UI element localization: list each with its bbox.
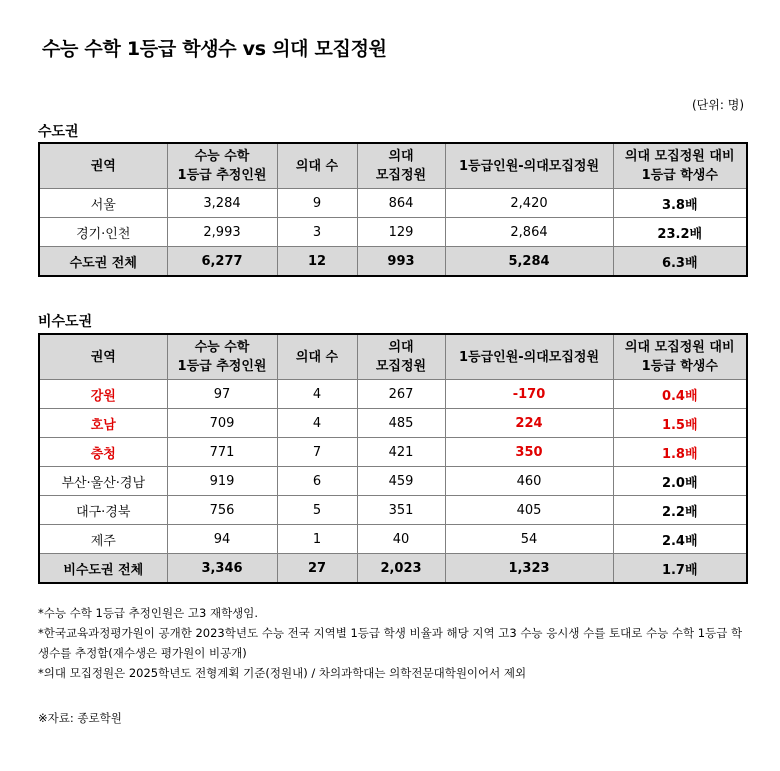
cell-region: 경기·인천	[39, 218, 167, 247]
footnote: *수능 수학 1등급 추정인원은 고3 재학생임.	[38, 606, 259, 620]
cell-schools: 3	[277, 218, 357, 247]
cell-quota: 40	[357, 525, 445, 554]
cell-schools: 4	[277, 380, 357, 409]
cell-estimated: 3,284	[167, 189, 277, 218]
cell-region: 제주	[39, 525, 167, 554]
table-header-row	[39, 334, 747, 380]
cell-schools: 7	[277, 438, 357, 467]
metro-section-label: 수도권	[38, 124, 79, 140]
table-row	[39, 496, 747, 525]
cell-estimated: 919	[167, 467, 277, 496]
cell-diff: 2,420	[445, 189, 613, 218]
cell-schools: 5	[277, 496, 357, 525]
cell-schools: 1	[277, 525, 357, 554]
cell-quota: 459	[357, 467, 445, 496]
header-region: 권역	[39, 334, 167, 380]
cell-ratio: 23.2배	[613, 218, 747, 247]
total-cell-schools: 27	[277, 554, 357, 584]
table-header-row	[39, 143, 747, 189]
total-cell-ratio: 1.7배	[613, 554, 747, 584]
header-schools: 의대 수	[277, 334, 357, 380]
cell-ratio: 2.0배	[613, 467, 747, 496]
cell-ratio: 1.8배	[613, 438, 747, 467]
cell-region: 강원	[39, 380, 167, 409]
cell-schools: 6	[277, 467, 357, 496]
header-quota: 의대 모집정원	[357, 334, 445, 380]
cell-ratio: 2.2배	[613, 496, 747, 525]
header-estimated: 수능 수학 1등급 추정인원	[167, 143, 277, 189]
cell-estimated: 771	[167, 438, 277, 467]
table-row	[39, 467, 747, 496]
cell-quota: 485	[357, 409, 445, 438]
header-diff: 1등급인원-의대모집정원	[445, 334, 613, 380]
cell-quota: 351	[357, 496, 445, 525]
footnotes	[38, 603, 748, 683]
total-cell-diff: 1,323	[445, 554, 613, 584]
cell-diff: 460	[445, 467, 613, 496]
footnote: *한국교육과정평가원이 공개한 2023학년도 수능 전국 지역별 1등급 학생 비율과 해당 지역 고3 수능 응시생 수를 토대로 수능 수학 1등급 학생수를 추정함(재수생은 평가원이 비공개)	[38, 626, 743, 660]
cell-estimated: 2,993	[167, 218, 277, 247]
cell-region: 호남	[39, 409, 167, 438]
cell-quota: 129	[357, 218, 445, 247]
total-cell-estimated: 6,277	[167, 247, 277, 277]
total-cell-schools: 12	[277, 247, 357, 277]
header-ratio: 의대 모집정원 대비 1등급 학생수	[613, 143, 747, 189]
footnote: *의대 모집정원은 2025학년도 전형계획 기준(정원내) / 차의과학대는 의학전문대학원이어서 제외	[38, 666, 527, 680]
total-row	[39, 554, 747, 584]
header-quota: 의대 모집정원	[357, 143, 445, 189]
cell-ratio: 3.8배	[613, 189, 747, 218]
cell-estimated: 756	[167, 496, 277, 525]
cell-estimated: 97	[167, 380, 277, 409]
cell-schools: 4	[277, 409, 357, 438]
cell-estimated: 94	[167, 525, 277, 554]
cell-quota: 267	[357, 380, 445, 409]
header-region: 권역	[39, 143, 167, 189]
table-row	[39, 525, 747, 554]
total-cell-diff: 5,284	[445, 247, 613, 277]
cell-diff: 224	[445, 409, 613, 438]
cell-region: 서울	[39, 189, 167, 218]
cell-diff: 350	[445, 438, 613, 467]
total-cell-ratio: 6.3배	[613, 247, 747, 277]
unit-label: (단위: 명)	[692, 98, 744, 112]
cell-diff: 405	[445, 496, 613, 525]
cell-schools: 9	[277, 189, 357, 218]
total-cell-region: 비수도권 전체	[39, 554, 167, 584]
total-cell-quota: 993	[357, 247, 445, 277]
total-row	[39, 247, 747, 277]
cell-estimated: 709	[167, 409, 277, 438]
cell-diff: 2,864	[445, 218, 613, 247]
table-row	[39, 380, 747, 409]
cell-diff: -170	[445, 380, 613, 409]
cell-diff: 54	[445, 525, 613, 554]
cell-region: 충청	[39, 438, 167, 467]
cell-quota: 864	[357, 189, 445, 218]
nonmetro-section-label: 비수도권	[38, 314, 93, 330]
header-estimated: 수능 수학 1등급 추정인원	[167, 334, 277, 380]
table-row	[39, 409, 747, 438]
cell-ratio: 2.4배	[613, 525, 747, 554]
metro-table	[38, 142, 748, 277]
cell-quota: 421	[357, 438, 445, 467]
cell-ratio: 0.4배	[613, 380, 747, 409]
header-schools: 의대 수	[277, 143, 357, 189]
table-row	[39, 218, 747, 247]
total-cell-quota: 2,023	[357, 554, 445, 584]
header-ratio: 의대 모집정원 대비 1등급 학생수	[613, 334, 747, 380]
nonmetro-table	[38, 333, 748, 584]
cell-region: 대구·경북	[39, 496, 167, 525]
cell-ratio: 1.5배	[613, 409, 747, 438]
table-row	[39, 438, 747, 467]
page-title: 수능 수학 1등급 학생수 vs 의대 모집정원	[42, 38, 387, 60]
cell-region: 부산·울산·경남	[39, 467, 167, 496]
total-cell-estimated: 3,346	[167, 554, 277, 584]
header-diff: 1등급인원-의대모집정원	[445, 143, 613, 189]
source-note: ※자료: 종로학원	[38, 711, 122, 725]
table-row	[39, 189, 747, 218]
total-cell-region: 수도권 전체	[39, 247, 167, 277]
